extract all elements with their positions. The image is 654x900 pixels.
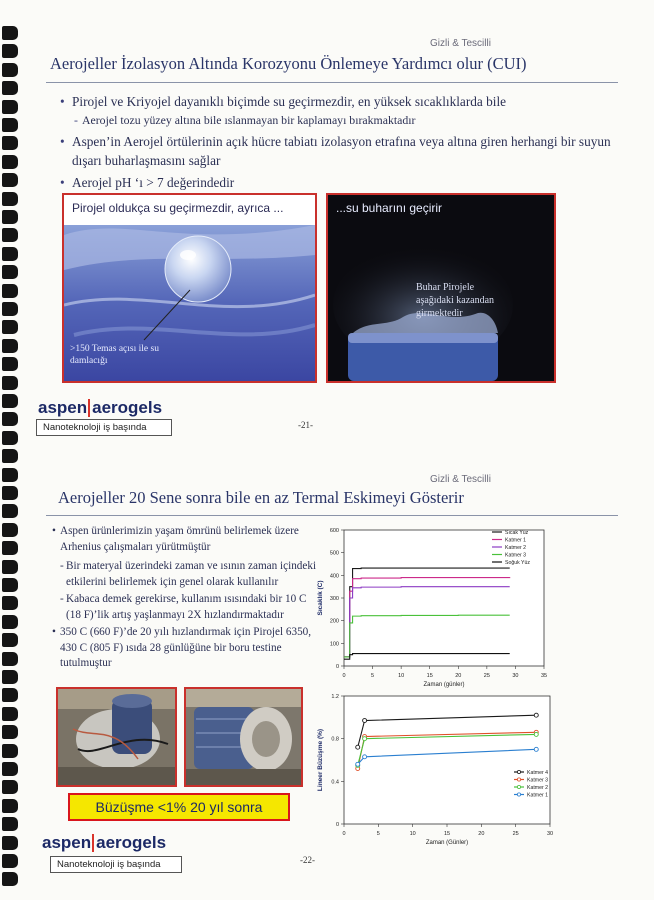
x-axis-label: Zaman (günler) <box>423 682 465 688</box>
y-tick-label: 100 <box>329 641 339 648</box>
data-point <box>363 719 367 723</box>
binding-ring <box>2 652 18 666</box>
binding-ring <box>2 173 18 187</box>
confidential-stamp: Gizli & Tescilli <box>430 474 491 485</box>
bullet-item: • Aspen ürünlerimizin yaşam ömrünü belirlemek üzere Arhenius çalışmaları yürütmüştür <box>52 524 320 555</box>
binding-ring <box>2 192 18 206</box>
data-point <box>534 732 538 736</box>
x-tick-label: 25 <box>483 673 490 679</box>
bullet-item: • Pirojel ve Kriyojel dayanıklı biçimde su geçirmezdir, en yüksek sıcaklıklarda bile <box>62 92 622 111</box>
binding-ring <box>2 523 18 537</box>
binding-ring <box>2 596 18 610</box>
binding-ring <box>2 633 18 647</box>
y-tick-label: 600 <box>329 528 339 534</box>
binding-ring <box>2 155 18 169</box>
confidential-stamp: Gizli & Tescilli <box>430 38 491 49</box>
binding-ring <box>2 357 18 371</box>
bullet-subitem: - Bir materyal üzerindeki zaman ve ısının zaman içindeki etkilerini belirlemek için genel olarak kullanılır <box>52 559 320 590</box>
y-tick-label: 0.8 <box>331 736 339 743</box>
binding-ring <box>2 744 18 758</box>
aspen-aerogels-logo <box>38 398 162 418</box>
data-point <box>356 762 360 766</box>
bullet-item: • Aspen’in Aerojel örtülerinin açık hücre tabiatı izolasyon etrafına veya altına giren herhangi bir suyun dışarı buharlaşmasını sağlar <box>62 132 622 170</box>
binding-ring <box>2 284 18 298</box>
binding-ring <box>2 81 18 95</box>
slide-title: Aerojeller İzolasyon Altında Korozyonu Önlemeye Yardımcı olur (CUI) <box>50 54 527 73</box>
x-tick-label: 20 <box>478 831 485 837</box>
bullet-item: • 350 C (660 F)’de 20 yılı hızlandırmak için Pirojel 6350, 430 C (805 F) ısıda 28 günlüğüne bir boru testine tutulmuştur <box>52 625 320 672</box>
legend-label: Soğuk Yüz <box>505 560 530 566</box>
x-tick-label: 5 <box>371 673 375 679</box>
legend-marker <box>517 770 520 773</box>
photo-caption-top: ...su buharını geçirir <box>336 201 443 215</box>
legend-marker <box>517 793 520 796</box>
binding-ring <box>2 854 18 868</box>
y-axis-label: Sıcaklık (C) <box>317 580 324 616</box>
binding-ring <box>2 302 18 316</box>
y-tick-label: 200 <box>329 618 339 625</box>
logo-divider <box>92 834 94 852</box>
legend-label: Katmer 3 <box>505 552 527 559</box>
binding-ring <box>2 541 18 555</box>
caption-line: Buhar Pirojele <box>416 282 475 293</box>
bullet-list <box>52 524 320 672</box>
photo-caption-top: Pirojel oldukça su geçirmezdir, ayrıca ... <box>72 201 284 215</box>
binding-ring <box>2 339 18 353</box>
binding-ring <box>2 560 18 574</box>
logo-word-aspen: aspen <box>42 833 92 852</box>
binding-ring <box>2 762 18 776</box>
binding-ring <box>2 799 18 813</box>
x-tick-label: 30 <box>546 831 554 837</box>
binding-ring <box>2 44 18 58</box>
slide-title: Aerojeller 20 Sene sonra bile en az Termal Eskimeyi Gösterir <box>58 488 464 507</box>
pipe-test-photo-2 <box>184 687 303 787</box>
x-tick-label: 35 <box>540 673 548 679</box>
logo-word-aspen: aspen <box>38 398 88 417</box>
binding-ring <box>2 486 18 500</box>
bullet-subitem: - Kabaca demek gerekirse, kullanım ısısındaki bir 10 C (18 F)’lik artış yaşlanmayı 2X hızlandırmaktadır <box>52 592 320 623</box>
binding-ring <box>2 578 18 592</box>
binding-ring <box>2 136 18 150</box>
shrinkage-chart <box>300 690 562 852</box>
binding-ring <box>2 63 18 77</box>
binding-ring <box>2 228 18 242</box>
x-tick-label: 0 <box>342 673 346 679</box>
x-tick-label: 20 <box>455 673 462 679</box>
page-number: -21- <box>298 420 313 430</box>
logo-word-aerogels: aerogels <box>96 833 167 852</box>
x-tick-label: 25 <box>512 831 519 837</box>
tagline: Nanoteknoloji iş başında <box>36 419 172 436</box>
binding-ring <box>2 468 18 482</box>
data-point <box>534 747 538 751</box>
binding-ring <box>2 504 18 518</box>
photo-caption-bottom <box>70 343 159 367</box>
photo-caption-vapor <box>416 281 494 320</box>
data-point <box>363 755 367 759</box>
binding-ring <box>2 836 18 850</box>
y-tick-label: 300 <box>329 596 339 602</box>
logo-divider <box>88 399 90 417</box>
caption-line: >150 Temas açısı ile su <box>70 344 159 354</box>
binding-ring <box>2 615 18 629</box>
legend-label: Katmer 2 <box>505 545 527 551</box>
temperature-chart <box>300 524 562 690</box>
legend-label: Sıcak Yüz <box>505 530 529 536</box>
aspen-aerogels-logo <box>42 833 166 853</box>
data-point <box>356 745 360 749</box>
binding-ring <box>2 431 18 445</box>
y-tick-label: 400 <box>329 573 339 580</box>
logo-word-aerogels: aerogels <box>92 398 163 417</box>
legend-label: Katmer 4 <box>527 770 549 776</box>
spiral-binding <box>0 0 22 900</box>
binding-ring <box>2 265 18 279</box>
binding-ring <box>2 320 18 334</box>
binding-ring <box>2 210 18 224</box>
binding-ring <box>2 26 18 40</box>
binding-ring <box>2 670 18 684</box>
binding-ring <box>2 872 18 886</box>
x-tick-label: 0 <box>342 831 346 837</box>
caption-line: girmektedir <box>416 308 463 319</box>
page-number: -22- <box>300 855 315 865</box>
x-tick-label: 10 <box>409 831 416 837</box>
x-tick-label: 5 <box>376 831 380 837</box>
tagline: Nanoteknoloji iş başında <box>50 856 182 873</box>
title-divider <box>46 515 618 516</box>
x-tick-label: 15 <box>443 831 451 837</box>
data-point <box>363 737 367 741</box>
binding-ring <box>2 449 18 463</box>
binding-ring <box>2 394 18 408</box>
pipe-test-photo-1 <box>56 687 177 787</box>
bullet-subitem: - Aerojel tozu yüzey altına bile ıslanmayan bir kaplamayı bırakmaktadır <box>62 111 622 130</box>
caption-line: aşağıdaki kazandan <box>416 295 495 306</box>
binding-ring <box>2 376 18 390</box>
binding-ring <box>2 412 18 426</box>
binding-ring <box>2 247 18 261</box>
binding-ring <box>2 118 18 132</box>
legend-label: Katmer 1 <box>505 537 527 544</box>
legend-label: Katmer 2 <box>527 785 549 791</box>
binding-ring <box>2 707 18 721</box>
binding-ring <box>2 688 18 702</box>
y-tick-label: 0.4 <box>331 779 339 786</box>
y-tick-label: 1.2 <box>331 694 339 700</box>
pipe-test-illustration <box>58 689 175 785</box>
x-tick-label: 10 <box>398 673 405 679</box>
shrinkage-highlight: Büzüşme <1% 20 yıl sonra <box>68 793 290 821</box>
y-tick-label: 0 <box>335 664 339 670</box>
y-tick-label: 500 <box>329 550 339 557</box>
y-tick-label: 0 <box>335 822 339 828</box>
x-axis-label: Zaman (Günler) <box>425 840 469 846</box>
binding-ring <box>2 780 18 794</box>
binding-ring <box>2 725 18 739</box>
legend-label: Katmer 1 <box>527 792 549 799</box>
legend-marker <box>517 785 520 788</box>
bullet-list <box>62 92 622 192</box>
pipe-test-illustration <box>186 689 301 785</box>
legend-label: Katmer 3 <box>527 777 549 784</box>
y-axis-label: Lineer Büzüşme (%) <box>317 728 324 792</box>
data-point <box>534 713 538 717</box>
vapor-photo <box>326 193 556 383</box>
bullet-item: • Aerojel pH ‘ı > 7 değerindedir <box>62 173 622 192</box>
binding-ring <box>2 100 18 114</box>
water-droplet-photo <box>62 193 317 383</box>
legend-marker <box>517 778 520 781</box>
title-divider <box>46 82 618 83</box>
caption-line: damlacığı <box>70 356 108 366</box>
x-tick-label: 15 <box>426 673 433 679</box>
x-tick-label: 30 <box>512 673 519 679</box>
binding-ring <box>2 817 18 831</box>
